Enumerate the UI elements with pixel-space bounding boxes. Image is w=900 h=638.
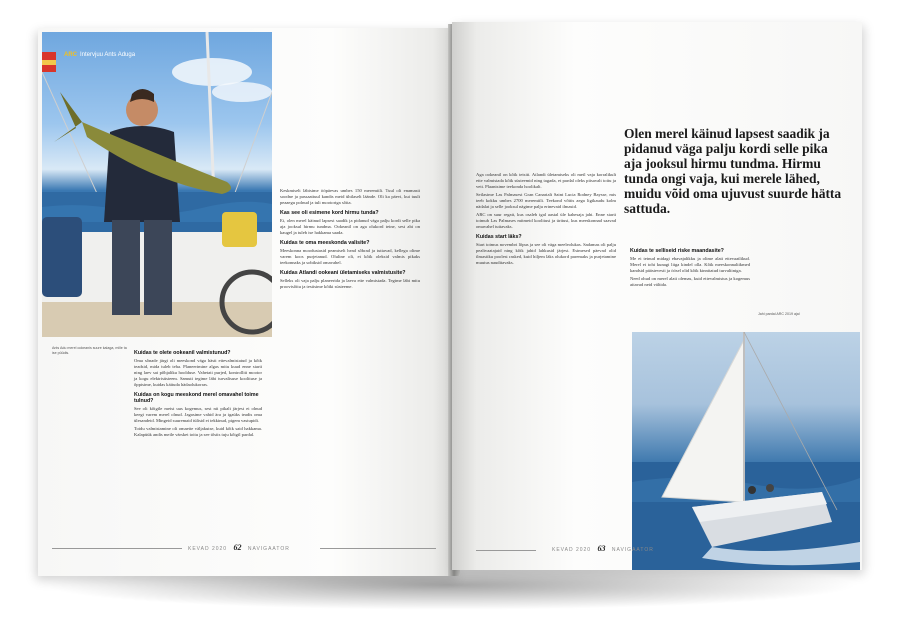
left-folio <box>188 543 290 552</box>
heading: Kuidas te olete ookeanil valmistunud? <box>134 350 231 356</box>
paragraph: Oma sõnade järgi oli meeskond väga hästi ettevalmistatud ja kõik teadsid, mida tuleb teha. Planeerimine algas mitu kuud enne starti ning laev sai põhjaliku hoolduse. Vahetati purjed, kontrolliti mootor ja kogu elektrisüsteem. Samuti tegime läbi turvalisuse koolituse ja õppisime, kuidas käituda hädaolukorras. <box>134 358 262 387</box>
right-column-2 <box>630 244 750 290</box>
section-kicker <box>64 52 135 58</box>
right-page <box>452 22 862 570</box>
sailboat-photo <box>632 332 860 570</box>
left-column-2 <box>280 188 420 292</box>
fisherman-photo <box>42 32 272 337</box>
paragraph: Me ei teinud midagi ebavajalikku ja olime alati ettevaatlikud. Merel ei tohi kunagi liiga kindel olla. Kõik meeskonnaliikmed kandsid päästevesti ja öösel olid kõik kinnitatud turvaliiniga. <box>630 256 750 273</box>
paragraph: Meeskonna moodustasid peamiselt head sõbrad ja tuttavad, kellega olime varem koos purjetanud. Oluline oli, et kõik oleksid valmis pikaks teekonnaks ja sobiksid omavahel. <box>280 248 420 265</box>
kicker-section: ARC <box>64 52 77 58</box>
issue-label: KEVAD 2020 <box>188 546 228 552</box>
sailboat-photo-illustration <box>632 332 860 570</box>
brand-label: NAVIGAATOR <box>247 546 290 552</box>
page-number: 62 <box>233 543 242 552</box>
paragraph: Need ohud on merel alati olemas, kuid ettevalmistus ja kogemus aitavad neid vältida. <box>630 276 750 287</box>
paragraph: Selleks oli vaja palju planeerida ja laeva ette valmistada. Tegime läbi mitu proovisõitu ja testisime kõiki süsteeme. <box>280 278 420 289</box>
heading: Kuidas te oma meeskonda valisite? <box>280 240 370 246</box>
heading: Kuidas on kogu meeskond merel omavahel toime tulnud? <box>134 392 259 404</box>
paragraph: Keskmiselt läbisime ööpäevas umbes 150 meremiili. Tuul oli enamasti soodne ja passaattuul kandis meid ühtlaselt läände. Oli ka päevi, kui tuult peaaegu polnud ja tuli mootoriga sõita. <box>280 188 420 205</box>
left-page <box>38 28 458 576</box>
folio-rule-left <box>52 548 182 549</box>
issue-label: KEVAD 2020 <box>552 547 592 553</box>
paragraph: Aga ookeanil on kõik teisiti. Atlandi ületamiseks oli meil vaja korralikult ette valmistada kõik süsteemid ning tagada, et pardal oleks piisavalt toitu ja vett. Plaanisime teekonda hoolikalt. <box>476 172 616 189</box>
fisherman-photo-illustration <box>42 32 272 337</box>
paragraph: Ei, olen merel käinud lapsest saadik ja pidanud väga palju kordi selle pika aja jooksul hirmu tundma. Ookeanil on aga olukord teine, sest abi on kaugel ja tuleb ise hakkama saada. <box>280 218 420 235</box>
right-column-1 <box>476 172 616 268</box>
right-folio <box>552 544 654 553</box>
paragraph: Start toimus novembri lõpus ja see oli väga meeleolukas. Sadamas oli palju pealtvaatajaid ning kõik jahid lahkusid järjest. Esimesed päevad olid ilmastiku poolest rasked, kuid hiljem läks olukord paremaks ja purjetamine muutus nauditavaks. <box>476 242 616 265</box>
paragraph: Seilasime Las Palmasest Gran Canarialt Saint Lucia Rodney Baysse, mis teeb kokku umbes 2700 meremiili. Teekond võttis aega ligikaudu kolm nädalat ja selle jooksul nägime palju erinevaid ilmasid. <box>476 192 616 209</box>
heading: Kuidas start läks? <box>476 234 522 240</box>
left-photo-caption: Ants Adu merel ookeanis suure kalaga, mille ta ise püüdis. <box>52 346 127 355</box>
kicker-title: Intervjuu Ants Aduga <box>80 52 136 58</box>
paragraph: Toidu valmistamine oli omaette väljakutse, kuid kõik said hakkama. Kalapüük andis meile värsket toitu ja see tõstis tuju kõigil pardal. <box>134 426 262 437</box>
paragraph: ARC on suur regatt, kus osaleb igal aastal üle kahesaja jahi. Enne starti toimub Las Palmases mitmeid koolitusi ja üritusi, kus meeskonnad saavad omavahel tuttavaks. <box>476 212 616 229</box>
heading: Kas see oli esimene kord hirmu tunda? <box>280 210 379 216</box>
folio-rule-left-2 <box>320 548 436 549</box>
paragraph: See oli kõigile meist uus kogemus, sest nii pikalt järjest ei olnud keegi varem merel olnud. Jagasime vahid ära ja igaüks teadis oma ülesandeid. Mingeid suuremaid tülisid ei tekkinud, pigem vastupidi. <box>134 406 262 423</box>
pull-quote: Olen merel käinud lapsest saadik ja pidanud väga palju kordi selle pika aja jooksul hirmu tundma. Hirmu tunda ongi vaja, kui merele lähed, muidu võid oma ujuvust suurde hätta sattuda. <box>624 126 842 216</box>
heading: Kuidas te selliseid riske maandasite? <box>630 248 724 254</box>
brand-label: NAVIGAATOR <box>611 547 654 553</box>
page-number: 63 <box>597 544 606 553</box>
right-photo-caption: Jahi pardal ARC 2019 ajal <box>758 312 800 316</box>
folio-rule-right <box>476 550 536 551</box>
heading: Kuidas Atlandi ookeani ületamiseks valmistusite? <box>280 270 406 276</box>
left-column-1 <box>134 346 262 440</box>
